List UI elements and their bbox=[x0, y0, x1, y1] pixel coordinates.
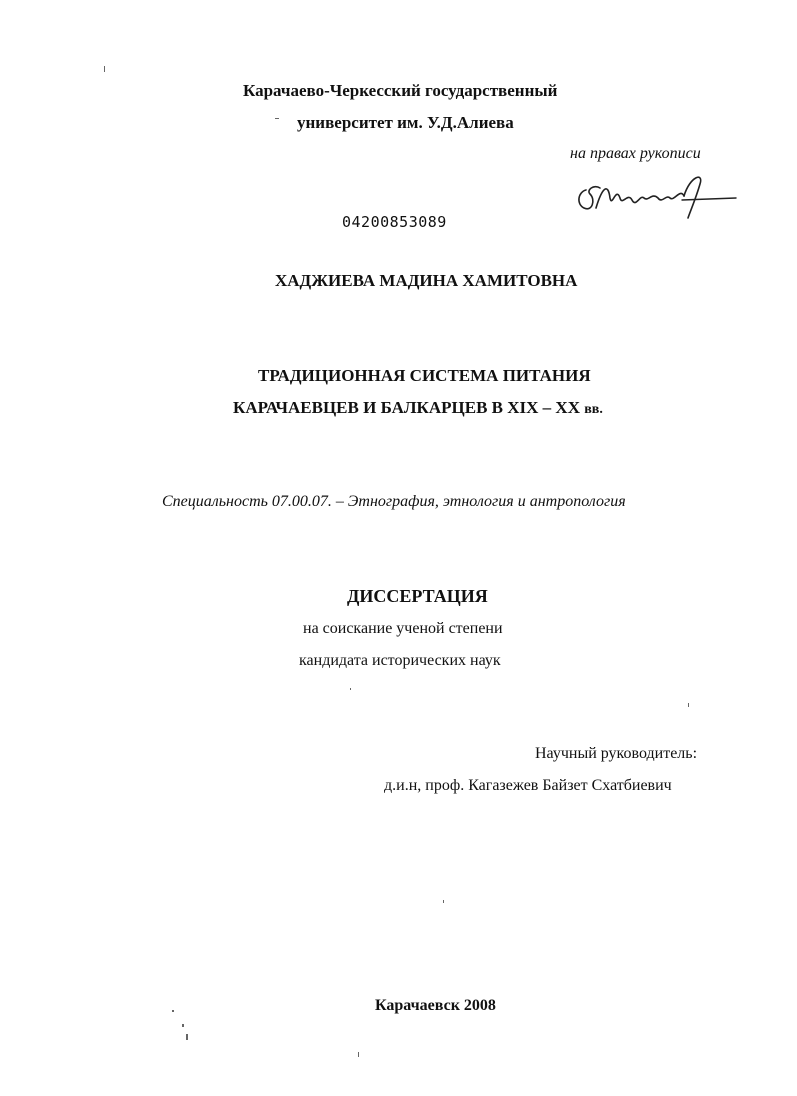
dissertation-title-line-1: ТРАДИЦИОННАЯ СИСТЕМА ПИТАНИЯ bbox=[258, 366, 591, 385]
university-name-line-1: Карачаево-Черкесский государственный bbox=[243, 81, 558, 100]
scan-speck bbox=[182, 1024, 184, 1027]
degree-line-1: на соискание ученой степени bbox=[303, 620, 503, 637]
handwritten-signature bbox=[572, 168, 738, 220]
scan-speck bbox=[443, 900, 444, 903]
place-and-year: Карачаевск 2008 bbox=[375, 997, 496, 1014]
scan-speck bbox=[350, 688, 351, 690]
author-name: ХАДЖИЕВА МАДИНА ХАМИТОВНА bbox=[275, 271, 578, 290]
supervisor-label: Научный руководитель: bbox=[535, 745, 698, 762]
supervisor-name: д.и.н, проф. Кагазежев Байзет Схатбиевич bbox=[384, 777, 672, 794]
scan-speck bbox=[688, 703, 689, 707]
dissertation-title-line-2 bbox=[233, 398, 603, 418]
scan-speck bbox=[172, 1010, 174, 1012]
degree-line-2: кандидата исторических наук bbox=[299, 652, 501, 669]
scan-speck bbox=[186, 1034, 188, 1040]
manuscript-rights-note: на правах рукописи bbox=[570, 145, 701, 162]
title-line-2-main: КАРАЧАЕВЦЕВ И БАЛКАРЦЕВ В XIX – XX bbox=[233, 398, 580, 417]
scan-speck bbox=[275, 118, 279, 119]
title-line-2-suffix: вв. bbox=[584, 402, 603, 417]
scan-speck bbox=[358, 1052, 359, 1057]
university-name-line-2: университет им. У.Д.Алиева bbox=[297, 113, 514, 132]
document-type: ДИССЕРТАЦИЯ bbox=[347, 586, 488, 606]
scan-speck bbox=[104, 66, 105, 72]
archive-number: 04200853089 bbox=[342, 213, 447, 231]
specialty-line: Специальность 07.00.07. – Этнография, этнология и антропология bbox=[162, 493, 626, 510]
